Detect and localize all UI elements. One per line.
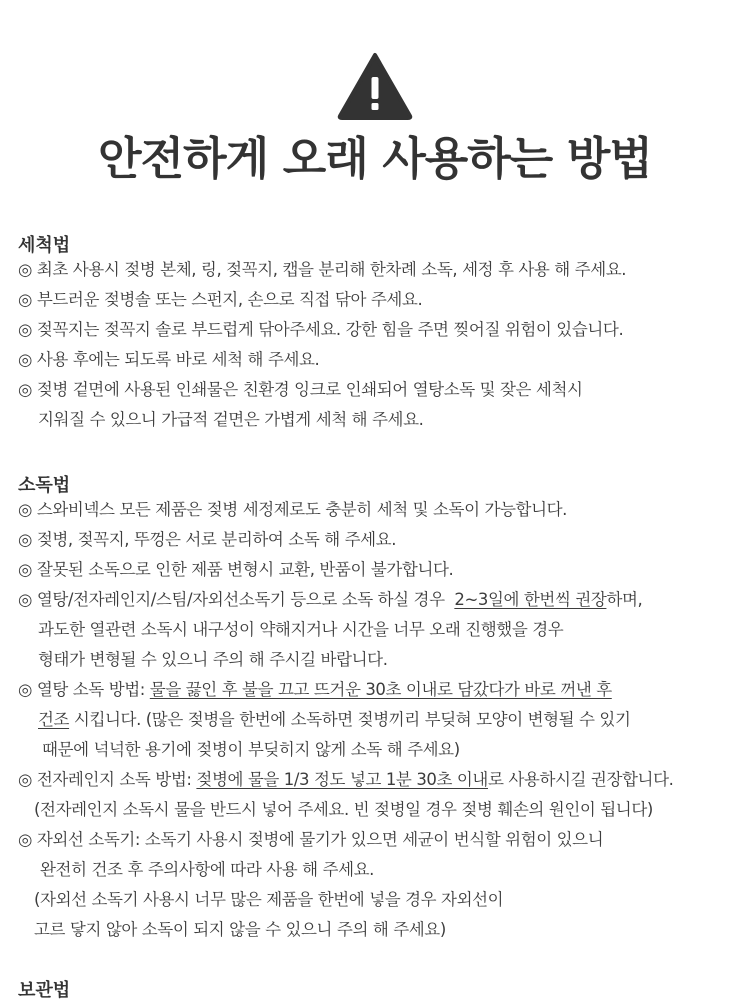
recommended-interval: 2~3일에 한번씩 권장 bbox=[454, 590, 607, 609]
sterilize-line-11: (전자레인지 소독시 물을 반드시 넣어 주세요. 빈 젖병일 경우 젖병 훼손의 원인이 됩니다) bbox=[34, 800, 653, 819]
sterilize-line-3: ◎ 잘못된 소독으로 인한 제품 변형시 교환, 반품이 불가합니다. bbox=[18, 560, 454, 579]
dry-word: 건조 bbox=[38, 710, 70, 729]
sterilize-line-8-rest: 시킵니다. (많은 젖병을 한번에 소독하면 젖병끼리 부딪혀 모양이 변형될 수 있기 bbox=[69, 710, 631, 729]
wash-line-6: 지워질 수 있으니 가급적 겉면은 가볍게 세척 해 주세요. bbox=[38, 410, 424, 429]
sterilize-line-2: ◎ 젖병, 젖꼭지, 뚜껑은 서로 분리하여 소독 해 주세요. bbox=[18, 530, 397, 549]
sterilize-line-15: 고르 닿지 않아 소독이 되지 않을 수 있으니 주의 해 주세요) bbox=[34, 920, 446, 939]
microwave-method-label: ◎ 전자레인지 소독 방법: bbox=[18, 770, 192, 789]
wash-line-5: ◎ 젖병 겉면에 사용된 인쇄물은 친환경 잉크로 인쇄되어 열탕소독 및 잦은 세척시 bbox=[18, 380, 583, 399]
sterilize-line-4-text: ◎ 열탕/전자레인지/스팀/자외선소독기 등으로 소독 하실 경우 bbox=[18, 590, 445, 609]
sterilize-line-5: 과도한 열관련 소독시 내구성이 약해지거나 시간을 너무 오래 진행했을 경우 bbox=[38, 620, 564, 639]
page-title: 안전하게 오래 사용하는 방법 bbox=[98, 132, 652, 185]
sterilize-line-10 bbox=[18, 769, 673, 791]
sterilize-line-4 bbox=[18, 589, 642, 611]
sterilize-line-12: ◎ 자외선 소독기: 소독기 사용시 젖병에 물기가 있으면 세균이 번식할 위험이 있으니 bbox=[18, 830, 604, 849]
boiling-method-detail: 물을 끓인 후 불을 끄고 뜨거운 30초 이내로 담갔다가 바로 꺼낸 후 bbox=[149, 680, 612, 699]
sterilize-line-1: ◎ 스와비넥스 모든 제품은 젖병 세정제로도 충분히 세척 및 소독이 가능합니다. bbox=[18, 500, 567, 519]
section-title-storage: 보관법 bbox=[18, 980, 71, 1001]
sterilize-line-9: 때문에 넉넉한 용기에 젖병이 부딪히지 않게 소독 해 주세요) bbox=[42, 740, 460, 759]
microwave-method-suffix: 로 사용하시길 권장합니다. bbox=[487, 770, 674, 789]
microwave-method-detail: 젖병에 물을 1/3 정도 넣고 1분 30초 이내 bbox=[196, 770, 488, 789]
sterilize-line-13: 완전히 건조 후 주의사항에 따라 사용 해 주세요. bbox=[40, 860, 375, 879]
sterilize-line-7 bbox=[18, 679, 612, 701]
wash-line-4: ◎ 사용 후에는 되도록 바로 세척 해 주세요. bbox=[18, 350, 320, 369]
warning-icon bbox=[337, 52, 413, 120]
wash-line-3: ◎ 젖꼭지는 젖꼭지 솔로 부드럽게 닦아주세요. 강한 힘을 주면 찢어질 위험이 있습니다. bbox=[18, 320, 624, 339]
sterilize-line-6: 형태가 변형될 수 있으니 주의 해 주시길 바랍니다. bbox=[38, 650, 388, 669]
wash-line-1: ◎ 최초 사용시 젖병 본체, 링, 젖꼭지, 캡을 분리해 한차례 소독, 세정 후 사용 해 주세요. bbox=[18, 260, 627, 279]
sterilize-line-8 bbox=[38, 709, 631, 731]
sterilize-line-14: (자외선 소독기 사용시 너무 많은 제품을 한번에 넣을 경우 자외선이 bbox=[34, 890, 504, 909]
wash-line-2: ◎ 부드러운 젖병솔 또는 스펀지, 손으로 직접 닦아 주세요. bbox=[18, 290, 423, 309]
section-title-wash: 세척법 bbox=[18, 235, 71, 256]
boiling-method-label: ◎ 열탕 소독 방법: bbox=[18, 680, 145, 699]
sterilize-line-4-suffix: 하며, bbox=[606, 590, 643, 609]
section-title-sterilize: 소독법 bbox=[18, 475, 71, 496]
